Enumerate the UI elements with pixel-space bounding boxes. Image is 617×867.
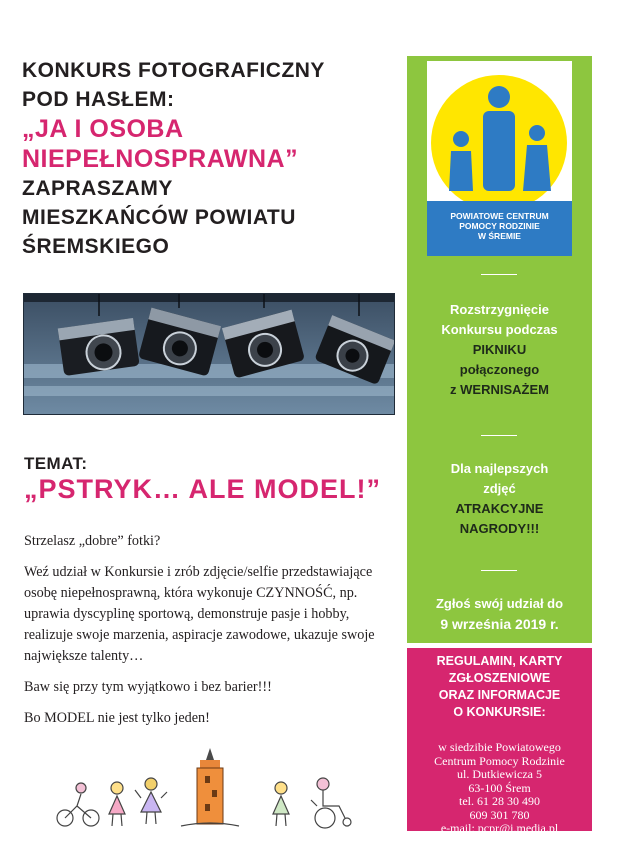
children-drawings (55, 740, 365, 835)
headline-line-6: MIESZKAŃCÓW POWIATU (22, 206, 296, 229)
prizes-line-2: zdjęć (483, 481, 516, 496)
theme-title: „PSTRYK… ALE MODEL!” (24, 474, 381, 504)
wheelchair-doodle-icon (311, 778, 351, 828)
prizes-line-1: Dla najlepszych (450, 461, 549, 476)
contact-phone-1: tel. 61 28 30 490 (459, 794, 540, 808)
doodles-illustration (55, 740, 365, 835)
girl-doodle-2-icon (135, 778, 167, 824)
resolution-info (412, 300, 587, 400)
hanging-cameras-illustration (24, 294, 394, 414)
body-paragraph-2: Weź udział w Konkursie i zrób zdjęcie/selfie przedstawiające osobę niepełnosprawną, która wykonuje CZYNNOŚĆ, np. uprawia dyscyplinę sportową, demonstruje pasje i hobby, realizuje swoje marzenia, aspiracje zawodowe, ukazuje swoje największe talenty… (24, 564, 375, 664)
divider-1 (481, 274, 517, 275)
logo-text-line-2: POMOCY RODZINIE (459, 221, 540, 231)
resolution-line-1: Rozstrzygnięcie (450, 302, 549, 317)
prizes-info (412, 459, 587, 539)
regulations-heading-line-3: ORAZ INFORMACJE (438, 688, 561, 702)
body-paragraph-4: Bo MODEL nie jest tylko jeden! (24, 710, 210, 726)
headline (22, 56, 402, 261)
regulations-heading-line-2: ZGŁOSZENIOWE (448, 671, 551, 685)
contact-phone-2: 609 301 780 (469, 807, 530, 822)
contact-city: 63-100 Śrem (468, 780, 531, 795)
headline-slogan-line-2: NIEPEŁNOSPRAWNA” (22, 145, 299, 173)
pcpr-logo (427, 61, 572, 256)
body-paragraph-3: Baw się przy tym wyjątkowo i bez barier!!! (24, 679, 272, 695)
resolution-line-5: z WERNISAŻEM (450, 382, 549, 397)
cyclist-doodle-icon (57, 783, 99, 826)
theme-label: TEMAT: (24, 454, 88, 473)
girl-doodle-1-icon (109, 782, 125, 826)
headline-line-2: POD HASŁEM: (22, 88, 175, 111)
prizes-line-3: ATRAKCYJNE (455, 501, 544, 516)
contact-details (412, 741, 587, 836)
info-sidebar (407, 56, 592, 643)
deadline-info (412, 594, 587, 635)
logo-text (427, 211, 572, 241)
logo-text-line-1: POWIATOWE CENTRUM (450, 211, 549, 221)
headline-line-7: ŚREMSKIEGO (22, 235, 170, 258)
contact-address: ul. Dutkiewicza 5 (457, 767, 542, 781)
prizes-line-4: NAGRODY!!! (459, 521, 540, 536)
contact-line-2: Centrum Pomocy Rodzinie (434, 753, 565, 768)
regulations-heading-line-1: REGULAMIN, KARTY (436, 654, 563, 668)
child-doodle-3-icon (273, 782, 289, 826)
resolution-line-2: Konkursu podczas (441, 322, 558, 337)
regulations-heading (412, 653, 587, 721)
regulations-panel (407, 648, 592, 835)
divider-2 (481, 435, 517, 436)
logo-text-line-3: W ŚREMIE (478, 231, 521, 241)
deadline-line-2: 9 września 2019 r. (440, 616, 559, 632)
contact-email: e-mail: pcpr@i.media.pl (440, 821, 559, 835)
headline-line-1: KONKURS FOTOGRAFICZNY (22, 59, 325, 82)
cameras-photo (23, 293, 395, 415)
resolution-line-4: połączonego (459, 362, 540, 377)
resolution-line-3: PIKNIKU (472, 342, 527, 357)
deadline-line-1: Zgłoś swój udział do (435, 596, 564, 611)
headline-line-5: ZAPRASZAMY (22, 177, 173, 200)
contact-line-1: w siedzibie Powiatowego (438, 740, 561, 754)
body-paragraph-1: Strzelasz „dobre” fotki? (24, 533, 161, 549)
headline-slogan-line-1: „JA I OSOBA (22, 115, 184, 143)
regulations-heading-line-4: O KONKURSIE: (453, 705, 546, 719)
body-text (24, 531, 396, 739)
tower-doodle-icon (181, 748, 239, 826)
divider-3 (481, 570, 517, 571)
